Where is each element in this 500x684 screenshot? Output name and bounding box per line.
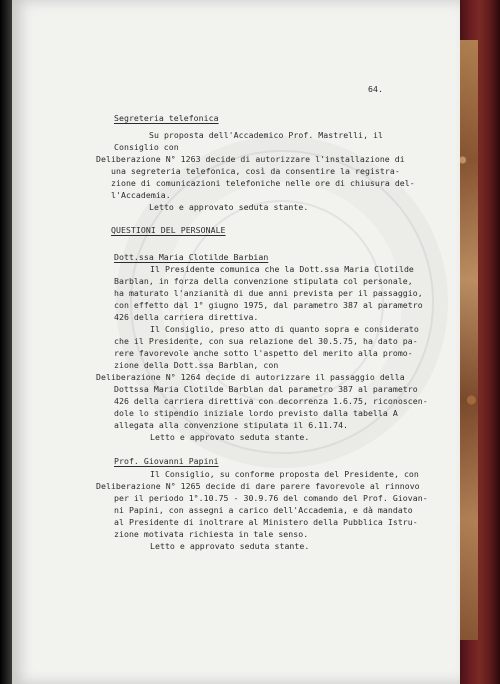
text-line: Consiglio con: [114, 142, 179, 152]
text-line: Deliberazione N° 1264 decide di autorizzare il passaggio della: [96, 372, 405, 382]
text-line: Il Consiglio, preso atto di quanto sopra e considerato: [150, 324, 419, 334]
text-line: Deliberazione N° 1263 decide di autorizzare l'installazione di: [96, 154, 405, 164]
text-line: rere favorevole anche sotto l'aspetto del merito alla promo-: [114, 348, 413, 358]
text-line: che il Presidente, con sua relazione del 30.5.75, ha dato pa-: [114, 336, 418, 346]
text-line: Su proposta dell'Accademico Prof. Mastrelli, il: [149, 130, 384, 140]
text-line: dole lo stipendio iniziale lordo previsto dalla tabella A: [114, 408, 398, 418]
text-line: Letto e approvato seduta stante.: [149, 202, 309, 212]
page-number: 64.: [368, 84, 383, 94]
document-page: [12, 0, 460, 684]
text-line: Il Presidente comunica che la Dott.ssa Maria Clotilde: [150, 264, 414, 274]
text-line: una segreteria telefonica, così da consentire la registra-: [111, 166, 400, 176]
text-line: l'Accademia.: [111, 190, 171, 200]
text-line: zione della Dott.ssa Barblan, con: [114, 360, 279, 370]
section-title-segreteria: Segreteria telefonica: [114, 113, 219, 123]
text-line: al Presidente di inoltrare al Ministero della Pubblica Istru-: [114, 517, 418, 527]
text-line: ha maturato l'anzianità di due anni prevista per il passaggio,: [114, 288, 423, 298]
section-title-personale: QUESTIONI DEL PERSONALE: [111, 225, 226, 235]
text-line: Letto e approvato seduta stante.: [150, 432, 310, 442]
text-line: 426 della carriera direttiva con decorrenza 1.6.75, riconoscen-: [114, 396, 428, 406]
section-title-barblan: Dott.ssa Maria Clotilde Barbian: [114, 252, 269, 262]
text-line: ni Papini, con assegni a carico dell'Accademia, e dà mandato: [114, 505, 413, 515]
text-line: Barblan, in forza della convenzione stipulata col personale,: [114, 276, 413, 286]
text-line: per il periodo 1°.10.75 - 30.9.76 del comando del Prof. Giovan-: [114, 493, 428, 503]
text-line: con effetto dal 1° giugno 1975, dal parametro 387 al parametro: [114, 300, 423, 310]
text-line: Deliberazione N° 1265 decide di dare parere favorevole al rinnovo: [96, 481, 420, 491]
text-line: allegata alla convenzione stipulata il 6.11.74.: [114, 420, 349, 430]
text-line: Dottssa Maria Clotilde Barblan dal parametro 387 al parametro: [114, 384, 418, 394]
page-gutter-shadow: [0, 0, 12, 684]
text-line: Il Consiglio, su conforme proposta del Presidente, con: [150, 469, 419, 479]
text-line: zione motivata richiesta in tale senso.: [114, 529, 309, 539]
text-line: Letto e approvato seduta stante.: [150, 541, 310, 551]
text-line: zione di comunicazioni telefoniche nelle ore di chiusura del-: [111, 178, 415, 188]
text-line: 426 della carriera direttiva.: [114, 312, 259, 322]
section-title-papini: Prof. Giovanni Papini: [114, 456, 219, 466]
